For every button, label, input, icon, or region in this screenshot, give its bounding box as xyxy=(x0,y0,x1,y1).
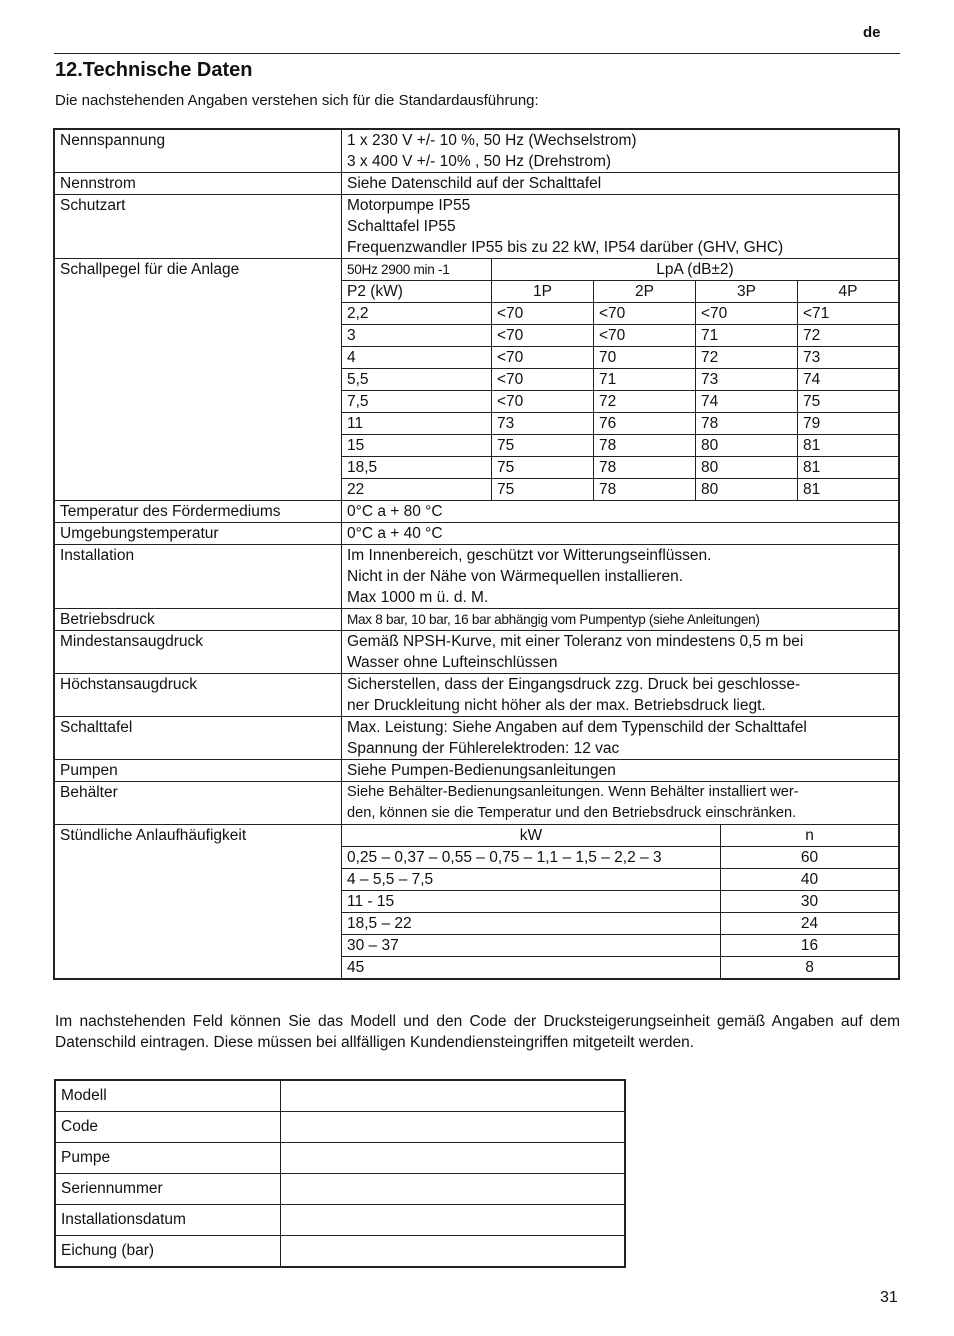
start-frequency-table xyxy=(342,825,898,978)
row-schallpegel xyxy=(54,259,899,501)
row-umgebung xyxy=(54,523,899,545)
spec-label: Höchstansaugdruck xyxy=(54,674,342,717)
spec-line: Siehe Behälter-Bedienungsanleitungen. Wenn Behälter installiert wer- xyxy=(347,784,799,800)
spec-line: Wasser ohne Lufteinschlüssen xyxy=(347,654,558,671)
noise-cell: 80 xyxy=(696,435,798,457)
spec-label: Schalttafel xyxy=(54,717,342,760)
form-field-entry[interactable] xyxy=(281,1205,626,1236)
noise-cell: <70 xyxy=(492,391,594,413)
spec-value: Siehe Datenschild auf der Schalttafel xyxy=(342,173,900,195)
noise-row xyxy=(342,369,898,391)
form-field-label: Eichung (bar) xyxy=(55,1236,281,1268)
spec-value xyxy=(342,545,900,609)
row-schalttafel xyxy=(54,717,899,760)
start-n-cell: 30 xyxy=(721,891,899,913)
form-field-entry[interactable] xyxy=(281,1236,626,1268)
spec-label: Installation xyxy=(54,545,342,609)
noise-header-cell: 2P xyxy=(594,281,696,303)
noise-row xyxy=(342,435,898,457)
header-rule xyxy=(54,53,900,54)
form-field-entry[interactable] xyxy=(281,1174,626,1205)
noise-row xyxy=(342,325,898,347)
noise-cell: 81 xyxy=(798,457,899,479)
start-header-cell: n xyxy=(721,825,899,847)
noise-cell: 80 xyxy=(696,479,798,501)
noise-cell: 73 xyxy=(696,369,798,391)
spec-line: 3 x 400 V +/- 10% , 50 Hz (Drehstrom) xyxy=(347,153,612,170)
noise-cell: 3 xyxy=(342,325,492,347)
spec-label: Behälter xyxy=(54,782,342,825)
spec-value xyxy=(342,782,900,825)
spec-line: Motorpumpe IP55 xyxy=(347,197,471,214)
tech-spec-table xyxy=(53,128,900,980)
noise-cell: 72 xyxy=(696,347,798,369)
row-pumpen xyxy=(54,760,899,782)
noise-cell: 78 xyxy=(594,435,696,457)
spec-value xyxy=(342,129,900,173)
start-row xyxy=(342,935,898,957)
form-row xyxy=(55,1112,625,1143)
noise-cell: 72 xyxy=(798,325,899,347)
spec-line: 1 x 230 V +/- 10 %, 50 Hz (Wechselstrom) xyxy=(347,132,637,149)
start-n-cell: 40 xyxy=(721,869,899,891)
entry-instructions: Im nachstehenden Feld können Sie das Modell und den Code der Drucksteigerungseinheit gemäß Angaben auf dem Datenschild eintragen. Diese müssen bei allfälligen Kundendiensteingriffen mitgeteilt werden. xyxy=(55,1013,900,1051)
noise-row xyxy=(342,479,898,501)
spec-label: Umgebungstemperatur xyxy=(54,523,342,545)
noise-header-cell: 3P xyxy=(696,281,798,303)
spec-line: Schalttafel IP55 xyxy=(347,218,456,235)
noise-cell: 11 xyxy=(342,413,492,435)
noise-cell: 74 xyxy=(696,391,798,413)
noise-cell: <70 xyxy=(492,325,594,347)
spec-label: Stündliche Anlaufhäufigkeit xyxy=(54,825,342,980)
start-header-row xyxy=(342,825,898,847)
start-row xyxy=(342,891,898,913)
noise-cell: 72 xyxy=(594,391,696,413)
form-field-entry[interactable] xyxy=(281,1112,626,1143)
form-field-entry[interactable] xyxy=(281,1080,626,1112)
noise-cell: 76 xyxy=(594,413,696,435)
start-kw-cell: 0,25 – 0,37 – 0,55 – 0,75 – 1,1 – 1,5 – 2,2 – 3 xyxy=(342,847,721,869)
row-mindestansaugdruck xyxy=(54,631,899,674)
spec-label: Nennspannung xyxy=(54,129,342,173)
noise-cell: 81 xyxy=(798,479,899,501)
noise-cell: 70 xyxy=(594,347,696,369)
spec-line: Im Innenbereich, geschützt vor Witterungseinflüssen. xyxy=(347,547,712,564)
form-row xyxy=(55,1205,625,1236)
noise-cell: 78 xyxy=(594,479,696,501)
form-row xyxy=(55,1174,625,1205)
spec-line: ner Druckleitung nicht höher als der max. Betriebsdruck liegt. xyxy=(347,697,766,714)
row-betriebsdruck xyxy=(54,609,899,631)
noise-cell: 4 xyxy=(342,347,492,369)
spec-line: Frequenzwandler IP55 bis zu 22 kW, IP54 darüber (GHV, GHC) xyxy=(347,239,784,256)
noise-row xyxy=(342,347,898,369)
spec-line: Max. Leistung: Siehe Angaben auf dem Typenschild der Schalttafel xyxy=(347,719,807,736)
row-hoechstansaugdruck xyxy=(54,674,899,717)
row-anlaufhaeufigkeit xyxy=(54,825,899,980)
noise-cell: 5,5 xyxy=(342,369,492,391)
spec-label: Pumpen xyxy=(54,760,342,782)
unit-data-form xyxy=(54,1079,626,1268)
spec-line: Gemäß NPSH-Kurve, mit einer Toleranz von mindestens 0,5 m bei xyxy=(347,633,804,650)
noise-cell: 78 xyxy=(594,457,696,479)
noise-cell: <71 xyxy=(798,303,899,325)
noise-cell: 79 xyxy=(798,413,899,435)
start-frequency-cell xyxy=(342,825,900,980)
form-row xyxy=(55,1080,625,1112)
form-field-label: Code xyxy=(55,1112,281,1143)
noise-freq: 50Hz 2900 min -1 xyxy=(342,259,492,281)
start-row xyxy=(342,913,898,935)
row-nennstrom xyxy=(54,173,899,195)
noise-cell: 75 xyxy=(492,435,594,457)
spec-label: Mindestansaugdruck xyxy=(54,631,342,674)
row-nennspannung xyxy=(54,129,899,173)
noise-cell: 7,5 xyxy=(342,391,492,413)
noise-header-row xyxy=(342,281,898,303)
spec-line: Max 1000 m ü. d. M. xyxy=(347,589,489,606)
spec-label: Schutzart xyxy=(54,195,342,259)
noise-title-row xyxy=(342,259,898,281)
spec-value xyxy=(342,631,900,674)
start-n-cell: 16 xyxy=(721,935,899,957)
form-row xyxy=(55,1143,625,1174)
form-field-label: Modell xyxy=(55,1080,281,1112)
noise-cell: 73 xyxy=(798,347,899,369)
noise-level-table xyxy=(342,259,898,500)
form-field-entry[interactable] xyxy=(281,1143,626,1174)
noise-row xyxy=(342,413,898,435)
start-kw-cell: 11 - 15 xyxy=(342,891,721,913)
spec-line: Nicht in der Nähe von Wärmequellen installieren. xyxy=(347,568,683,585)
noise-cell: 15 xyxy=(342,435,492,457)
noise-level-cell xyxy=(342,259,900,501)
row-schutzart xyxy=(54,195,899,259)
noise-cell: 18,5 xyxy=(342,457,492,479)
noise-cell: 73 xyxy=(492,413,594,435)
noise-lpa: LpA (dB±2) xyxy=(492,259,899,281)
form-field-label: Seriennummer xyxy=(55,1174,281,1205)
row-temp-medium xyxy=(54,501,899,523)
form-field-label: Installationsdatum xyxy=(55,1205,281,1236)
noise-cell: <70 xyxy=(492,303,594,325)
spec-line: den, können sie die Temperatur und den Betriebsdruck einschränken. xyxy=(347,805,797,821)
spec-value xyxy=(342,717,900,760)
spec-label: Nennstrom xyxy=(54,173,342,195)
noise-row xyxy=(342,303,898,325)
noise-cell: 71 xyxy=(594,369,696,391)
start-kw-cell: 30 – 37 xyxy=(342,935,721,957)
noise-cell: 78 xyxy=(696,413,798,435)
spec-value: 0°C a + 40 °C xyxy=(342,523,900,545)
start-n-cell: 60 xyxy=(721,847,899,869)
row-behaelter xyxy=(54,782,899,825)
noise-header-cell: 4P xyxy=(798,281,899,303)
noise-header-cell: P2 (kW) xyxy=(342,281,492,303)
noise-row xyxy=(342,457,898,479)
start-header-cell: kW xyxy=(342,825,721,847)
noise-row xyxy=(342,391,898,413)
start-kw-cell: 45 xyxy=(342,957,721,979)
spec-label: Schallpegel für die Anlage xyxy=(54,259,342,501)
spec-label: Temperatur des Fördermediums xyxy=(54,501,342,523)
start-kw-cell: 4 – 5,5 – 7,5 xyxy=(342,869,721,891)
noise-cell: 75 xyxy=(492,457,594,479)
noise-cell: 74 xyxy=(798,369,899,391)
noise-cell: 81 xyxy=(798,435,899,457)
spec-value xyxy=(342,674,900,717)
noise-cell: 75 xyxy=(798,391,899,413)
noise-cell: 22 xyxy=(342,479,492,501)
start-row xyxy=(342,847,898,869)
page-number: 31 xyxy=(880,1289,898,1306)
spec-value xyxy=(342,195,900,259)
language-tag: de xyxy=(863,24,881,41)
noise-cell: <70 xyxy=(492,369,594,391)
start-row xyxy=(342,957,898,979)
section-title: 12.Technische Daten xyxy=(55,59,253,81)
noise-cell: <70 xyxy=(696,303,798,325)
spec-line: Spannung der Fühlerelektroden: 12 vac xyxy=(347,740,620,757)
start-row xyxy=(342,869,898,891)
spec-value: Siehe Pumpen-Bedienungsanleitungen xyxy=(342,760,900,782)
noise-cell: <70 xyxy=(594,325,696,347)
form-field-label: Pumpe xyxy=(55,1143,281,1174)
start-n-cell: 24 xyxy=(721,913,899,935)
noise-cell: 80 xyxy=(696,457,798,479)
start-kw-cell: 18,5 – 22 xyxy=(342,913,721,935)
noise-cell: 75 xyxy=(492,479,594,501)
spec-line: Sicherstellen, dass der Eingangsdruck zzg. Druck bei geschlosse- xyxy=(347,676,801,693)
spec-label: Betriebsdruck xyxy=(54,609,342,631)
noise-cell: <70 xyxy=(492,347,594,369)
row-installation xyxy=(54,545,899,609)
noise-header-cell: 1P xyxy=(492,281,594,303)
spec-value: 0°C a + 80 °C xyxy=(342,501,900,523)
form-row xyxy=(55,1236,625,1268)
noise-cell: <70 xyxy=(594,303,696,325)
noise-cell: 2,2 xyxy=(342,303,492,325)
spec-value: Max 8 bar, 10 bar, 16 bar abhängig vom Pumpentyp (siehe Anleitungen) xyxy=(342,609,900,631)
section-intro: Die nachstehenden Angaben verstehen sich für die Standardausführung: xyxy=(55,92,539,109)
start-n-cell: 8 xyxy=(721,957,899,979)
noise-cell: 71 xyxy=(696,325,798,347)
